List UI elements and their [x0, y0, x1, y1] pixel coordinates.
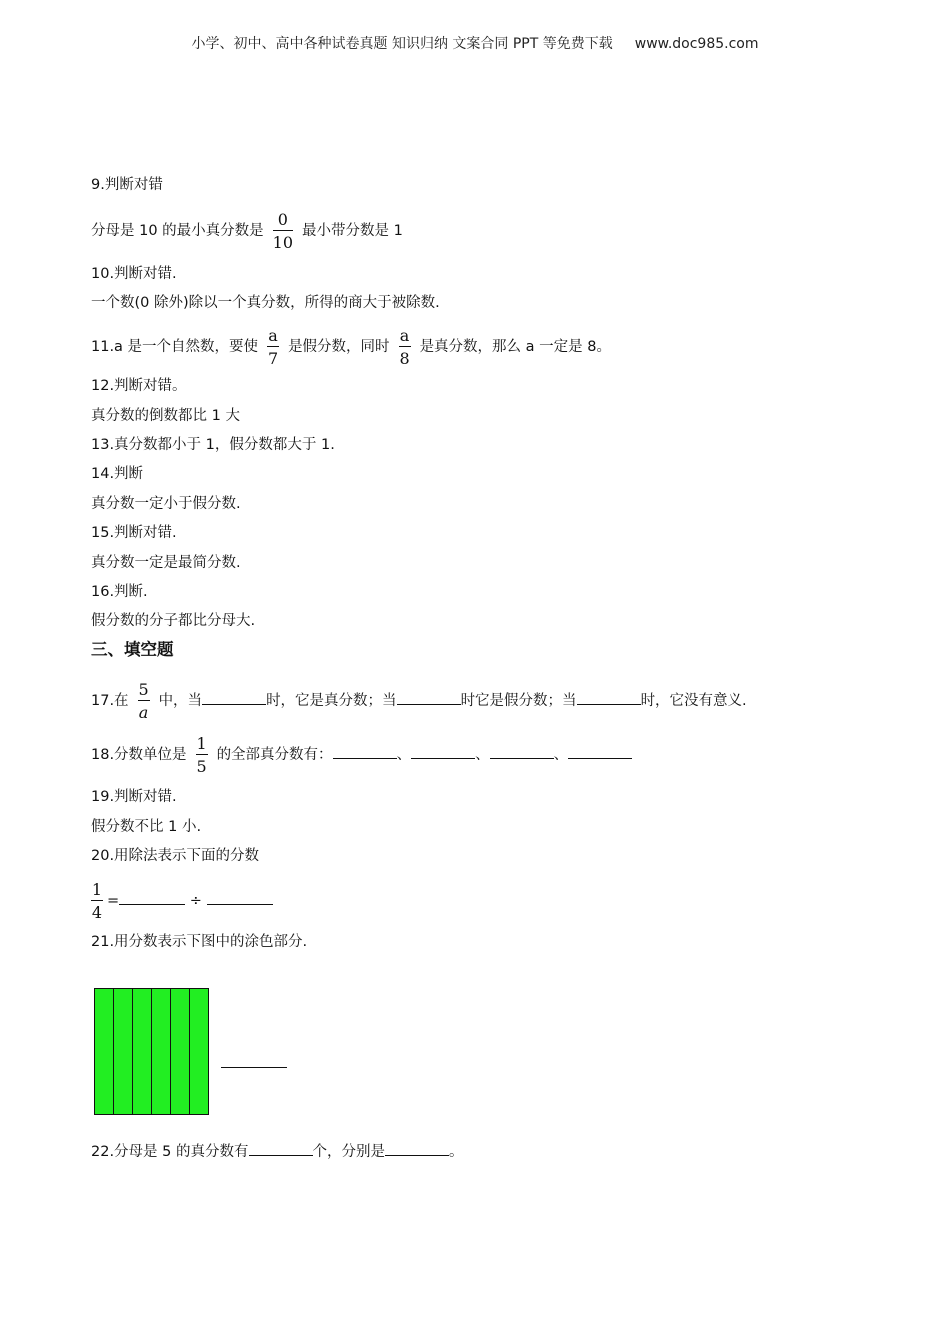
q18-blank-2[interactable] [411, 744, 475, 759]
q17-text-e: 时，它没有意义. [640, 693, 747, 709]
q18-sep-2: 、 [475, 747, 490, 763]
q11-f2-num: a [399, 326, 410, 345]
q18-frac-den: 5 [196, 757, 207, 776]
q21-strip [171, 989, 190, 1114]
q22-text-a: 22.分母是 5 的真分数有 [91, 1144, 249, 1160]
q21-strip [114, 989, 133, 1114]
q18-text-b: 的全部真分数有： [216, 747, 333, 763]
q10-text: 一个数(0 除外)除以一个真分数，所得的商大于被除数. [91, 295, 440, 311]
q17-text-b: 中，当 [158, 693, 203, 709]
q18-statement [91, 734, 632, 776]
q9-statement [91, 210, 403, 252]
page-header [0, 33, 950, 53]
q22-statement [91, 1141, 464, 1162]
q11-text-b: 是假分数，同时 [288, 339, 390, 355]
q11-f1-num: a [268, 326, 278, 345]
q17-text-c: 时，它是真分数；当 [266, 693, 397, 709]
q9-fraction [273, 210, 293, 252]
q14-text: 真分数一定小于假分数. [91, 496, 241, 512]
q22-blank-1[interactable] [249, 1141, 313, 1156]
q15-title: 15.判断对错. [91, 525, 177, 541]
section-3-title: 三、填空题 [91, 640, 174, 659]
q11-text-c: 是真分数，那么 a 一定是 8。 [419, 339, 611, 355]
q17-frac-num: 5 [138, 680, 149, 699]
q18-blank-1[interactable] [333, 744, 397, 759]
q18-text-a: 18.分数单位是 [91, 747, 187, 763]
q21-strip [152, 989, 171, 1114]
q20-title: 20.用除法表示下面的分数 [91, 848, 260, 864]
q12-text: 真分数的倒数都比 1 大 [91, 408, 240, 424]
q17-blank-3[interactable] [577, 690, 641, 705]
q10-title: 10.判断对错. [91, 266, 177, 282]
q13-text: 13.真分数都小于 1，假分数都大于 1. [91, 437, 335, 453]
q22-text-b: 个，分别是 [312, 1144, 386, 1160]
q20-divide-sign: ÷ [189, 893, 202, 909]
q11-f2-den: 8 [399, 349, 410, 368]
q21-answer-blank[interactable] [221, 1053, 287, 1068]
q9-text-a: 分母是 10 的最小真分数是 [91, 223, 264, 239]
q19-text: 假分数不比 1 小. [91, 819, 202, 835]
q20-blank-1[interactable] [119, 890, 185, 905]
q9-text-b: 最小带分数是 1 [302, 223, 403, 239]
q18-sep-1: 、 [396, 747, 412, 763]
q17-text-a: 17.在 [91, 693, 129, 709]
q21-strip [190, 989, 208, 1114]
q11-statement [91, 326, 611, 368]
q21-title: 21.用分数表示下图中的涂色部分. [91, 934, 308, 950]
q11-fraction-1 [267, 326, 279, 368]
q11-text-a: 11.a 是一个自然数，要使 [91, 339, 259, 355]
q17-fraction [138, 680, 150, 722]
q17-blank-1[interactable] [202, 690, 266, 705]
q18-sep-3: 、 [553, 747, 569, 763]
q21-strip [95, 989, 114, 1114]
q17-text-d: 时它是假分数；当 [460, 693, 577, 709]
q18-blank-4[interactable] [568, 744, 632, 759]
q17-statement [91, 680, 747, 722]
q18-fraction [196, 734, 208, 776]
q21-strip [133, 989, 152, 1114]
q14-title: 14.判断 [91, 466, 144, 482]
q18-blank-3[interactable] [490, 744, 554, 759]
q9-frac-num: 0 [277, 210, 288, 229]
q19-title: 19.判断对错. [91, 789, 177, 805]
q12-title: 12.判断对错。 [91, 378, 187, 394]
header-url[interactable]: www.doc985.com [634, 36, 759, 52]
q11-fraction-2 [399, 326, 411, 368]
q21-shaded-figure [94, 988, 209, 1115]
header-text: 小学、初中、高中各种试卷真题 知识归纳 文案合同 PPT 等免费下载 [191, 36, 613, 52]
q17-frac-den: a [138, 703, 149, 722]
q9-title: 9.判断对错 [91, 177, 163, 193]
q9-frac-den: 10 [272, 233, 294, 252]
q11-f1-den: 7 [267, 349, 279, 368]
q17-blank-2[interactable] [397, 690, 461, 705]
q16-text: 假分数的分子都比分母大. [91, 613, 256, 629]
q20-blank-2[interactable] [207, 890, 273, 905]
q22-text-c: 。 [449, 1144, 464, 1160]
q20-equals: = [107, 893, 120, 909]
q16-title: 16.判断. [91, 584, 148, 600]
q20-frac-den: 4 [91, 903, 103, 922]
q15-text: 真分数一定是最简分数. [91, 555, 241, 571]
q20-frac-num: 1 [91, 880, 103, 899]
q20-expression [91, 880, 273, 922]
q20-fraction [91, 880, 103, 922]
q22-blank-2[interactable] [385, 1141, 449, 1156]
q18-frac-num: 1 [196, 734, 207, 753]
